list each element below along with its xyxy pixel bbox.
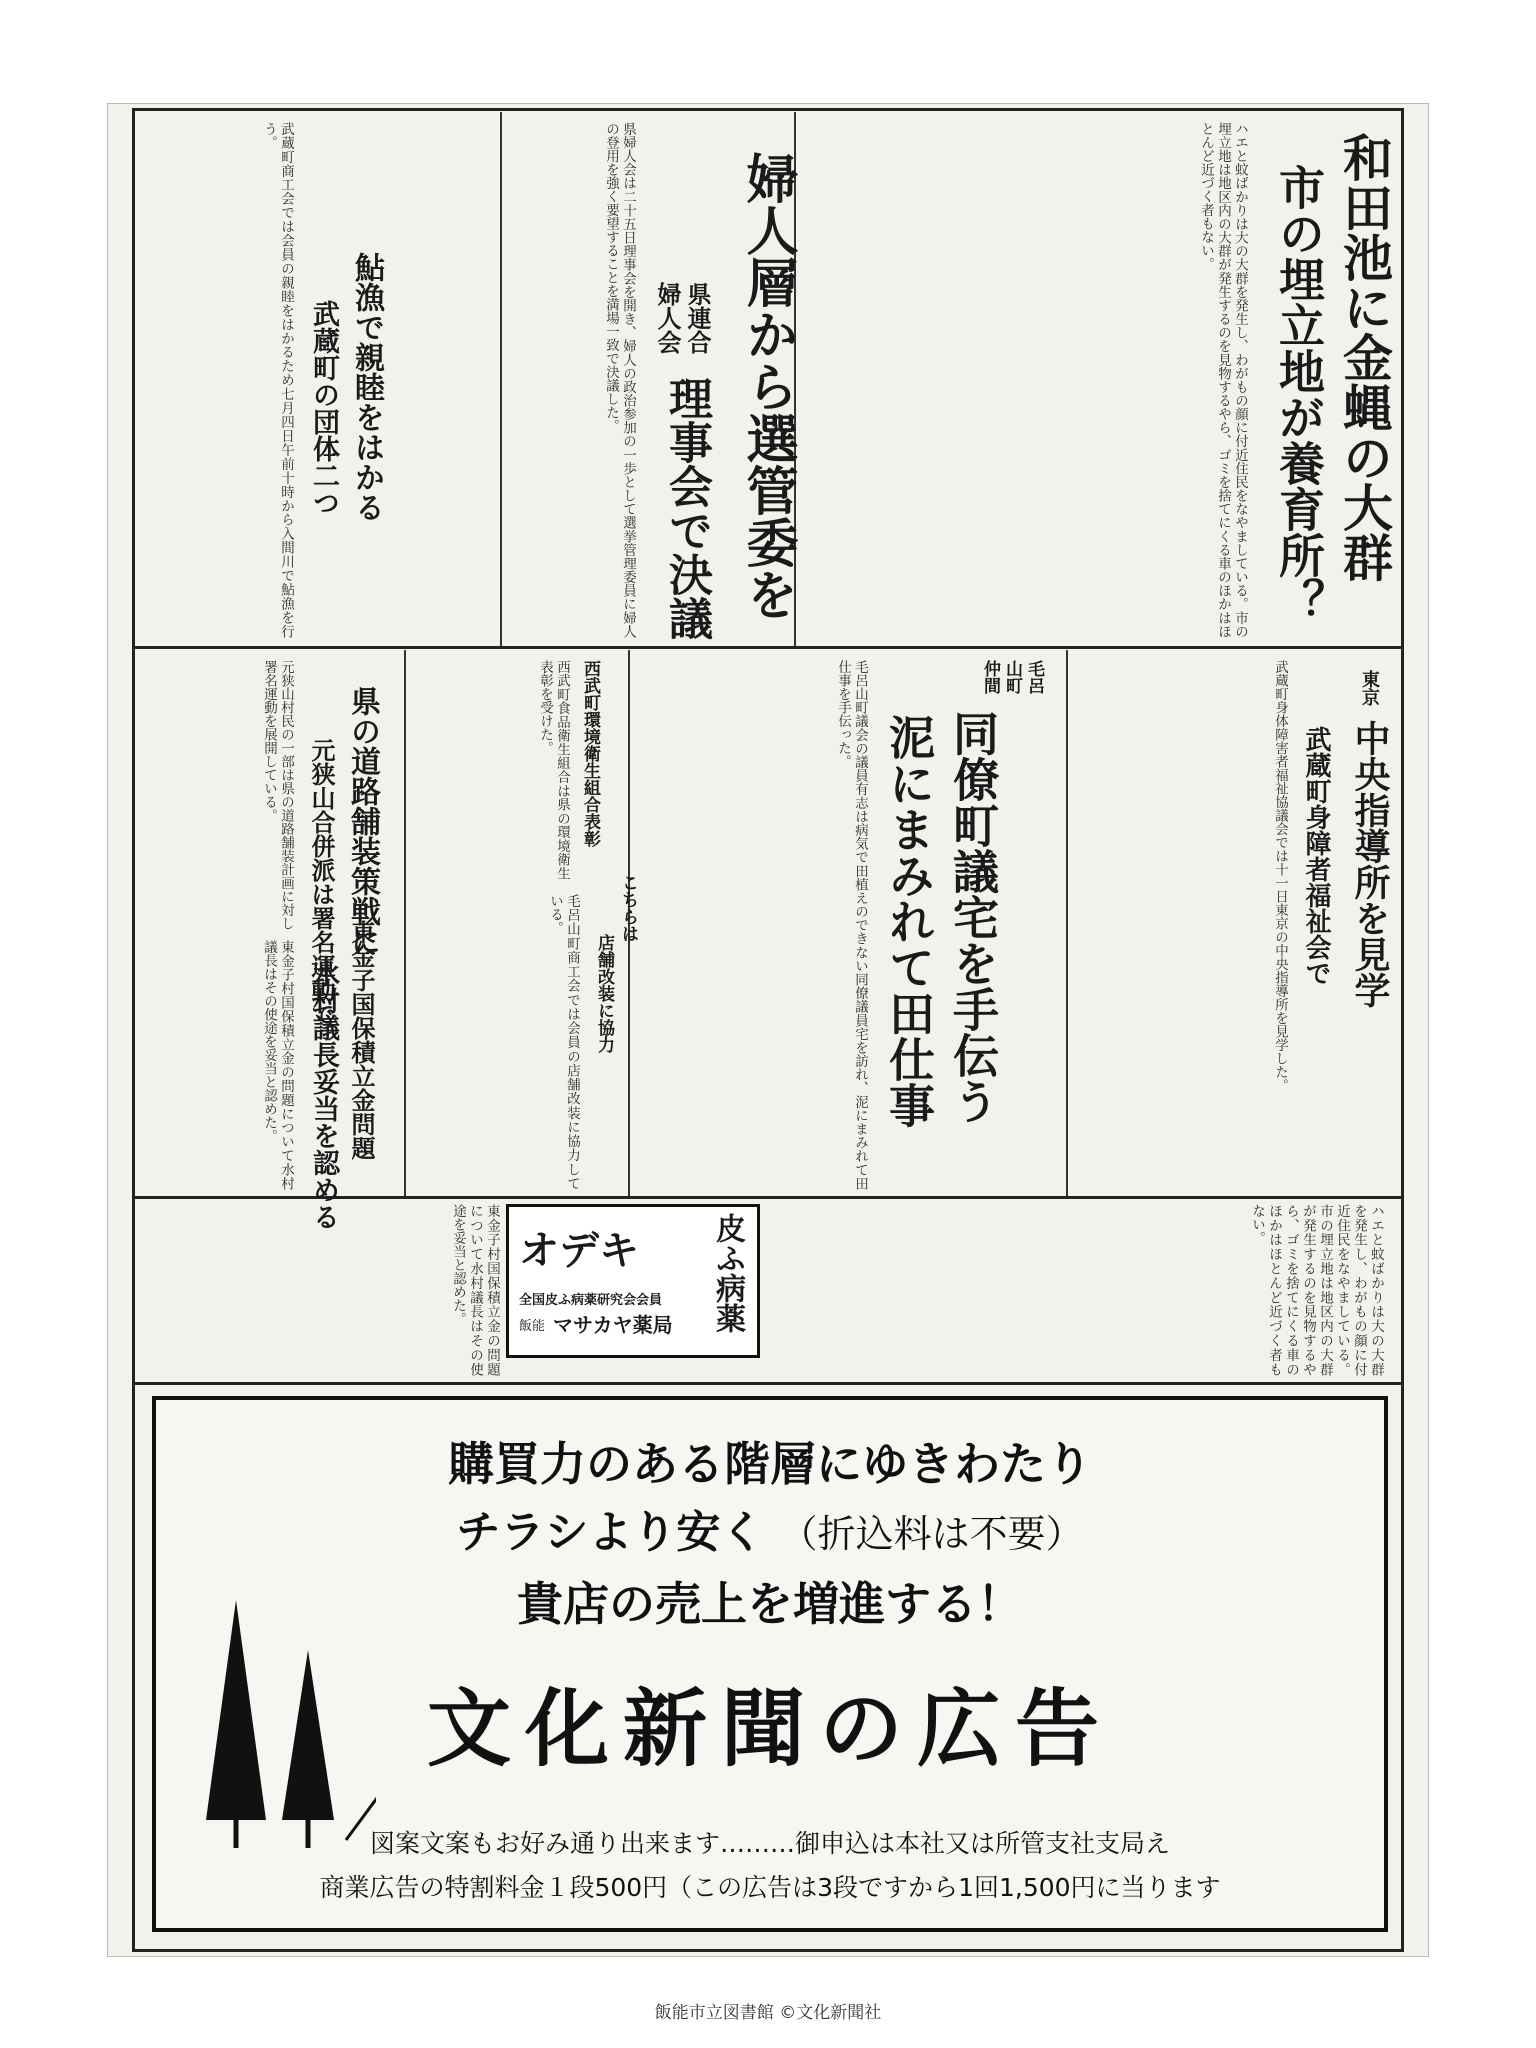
fujin-sub1: 県連合 xyxy=(683,282,712,354)
ad-line-5: 図案文案もお好み通り出来ます………御申込は本社又は所管支社支局え xyxy=(369,1829,1170,1858)
fujin-headline: 婦人層から選管委を xyxy=(737,152,797,620)
ad-line-2-main: チラシより安く xyxy=(456,1507,765,1558)
lower-right-body: ハエと蚊ばかりは大の大群を発生し、わがもの顔に付近住民をなやましている。市の埋立地は地区内の大群が発生するのを見物するやら、ゴミを捨てにくる車のほかはほとんど近づく者もない。 xyxy=(1249,1204,1384,1376)
higashi-headline: 東金子国保積立金問題 xyxy=(347,920,375,1160)
higashi-body: 東金子村国保積立金の問題について水村議長はその使途を妥当と認めた。 xyxy=(261,940,294,1190)
doryo-body: 毛呂山町議会の議員有志は病気で田植えのできない同僚議員宅を訪れ、泥にまみれて田仕事を手伝った。 xyxy=(835,660,868,1190)
fujin-body: 県婦人会は二十五日理事会を開き、婦人の政治参加の一歩として選挙管理委員に婦人の登用を強く要望することを満場一致で決議した。 xyxy=(603,122,636,638)
wadaike-body: ハエと蚊ばかりは大の大群を発生し、わがもの顔に付近住民をなやましている。市の埋立地は地区内の大群が発生するのを見物するやら、ゴミを捨てにくる車のほかはほとんど近づく者もない。 xyxy=(1198,122,1248,638)
doryo-tag1: 毛呂 xyxy=(1024,660,1044,694)
ayu-headline: 鮎漁で親睦をはかる xyxy=(349,252,384,522)
col-rule-5 xyxy=(404,650,406,1196)
tree-illustration xyxy=(196,1590,376,1850)
doryo-tag2: 山町 xyxy=(1002,660,1022,694)
doryo-headline: 同僚町議宅を手伝う xyxy=(946,710,1000,1124)
ken-doro-headline: 県の道路舗装策戦に xyxy=(345,686,380,956)
bunka-shinbun-ad xyxy=(152,1396,1388,1932)
ad-line-2 xyxy=(156,1496,1384,1560)
higashi-subheadline: 水村議長妥当を認める xyxy=(308,960,339,1230)
wadaike-subheadline: 市の埋立地が養育所？ xyxy=(1272,164,1326,624)
seibu-body: 西武町食品衛生組合は県の環境衛生表彰を受けた。 xyxy=(537,660,570,880)
fujin-headline2: 理事会で決議 xyxy=(661,376,712,640)
chuo-headline: 中央指導所を見学 xyxy=(1349,720,1390,1008)
ad-line-3: 貴店の売上を増進する！ xyxy=(517,1577,1023,1631)
tenpo-body: 毛呂山町商工会では会員の店舗改装に協力している。 xyxy=(547,894,580,1190)
rule-top-section xyxy=(132,646,1404,649)
odeki-maker: 全国皮ふ病薬研究会会員 xyxy=(519,1293,663,1308)
odeki-brand: オデキ xyxy=(519,1228,639,1274)
ken-doro-subheadline: 元狭山合併派は署名運動で xyxy=(307,738,336,1026)
ad-line-6: 商業広告の特割料金１段500円（この広告は3段ですから1回1,500円に当ります xyxy=(319,1873,1221,1902)
lower-left-body: 東金子村国保積立金の問題について水村議長はその使途を妥当と認めた。 xyxy=(450,1204,500,1376)
chuo-tag: 東京 xyxy=(1359,670,1380,706)
chuo-body: 武蔵町身体障害者福祉協議会では十一日東京の中央指導所を見学した。 xyxy=(1272,660,1288,1092)
odeki-store: マサカヤ薬局 xyxy=(553,1313,673,1337)
col-rule-3 xyxy=(1066,650,1068,1196)
ken-doro-body: 元狭山村民の一部は県の道路舗装計画に対し署名運動を展開している。 xyxy=(261,660,294,930)
fujin-sub2: 婦人会 xyxy=(653,282,682,354)
ad-line-1: 購買力のある階層にゆきわたり xyxy=(448,1437,1092,1491)
ad-line-2-paren: （折込料は不要） xyxy=(779,1512,1084,1556)
ad-line-4: 文化新聞の広告 xyxy=(426,1680,1113,1778)
col-rule-2 xyxy=(500,112,502,646)
newspaper-page xyxy=(108,104,1428,1956)
tenpo-subheadline: 店舗改装に協力 xyxy=(594,934,614,1053)
odeki-ad xyxy=(506,1204,760,1358)
doryo-tag3: 仲間 xyxy=(980,660,1000,694)
ayu-subheadline: 武蔵町の団体二つ xyxy=(308,300,339,516)
tenpo-headline: こちらは xyxy=(618,874,638,942)
odeki-product: 皮ふ病薬 xyxy=(710,1213,745,1333)
rule-lower-section xyxy=(132,1382,1404,1385)
ayu-body: 武蔵町商工会では会員の親睦をはかるため七月四日午前十時から入間川で鮎漁を行う。 xyxy=(261,122,294,638)
chuo-subheadline: 武蔵町身障者福祉会で xyxy=(1301,726,1331,986)
odeki-place: 飯能 xyxy=(519,1319,546,1334)
seibu-headline: 西武町環境衛生組合表彰 xyxy=(580,660,600,847)
doryo-subheadline: 泥にまみれて田仕事 xyxy=(882,714,936,1128)
wadaike-headline: 和田池に金蝿の大群 xyxy=(1335,132,1393,582)
footer-credit: 飯能市立図書館 ©文化新聞社 xyxy=(654,2003,882,2023)
